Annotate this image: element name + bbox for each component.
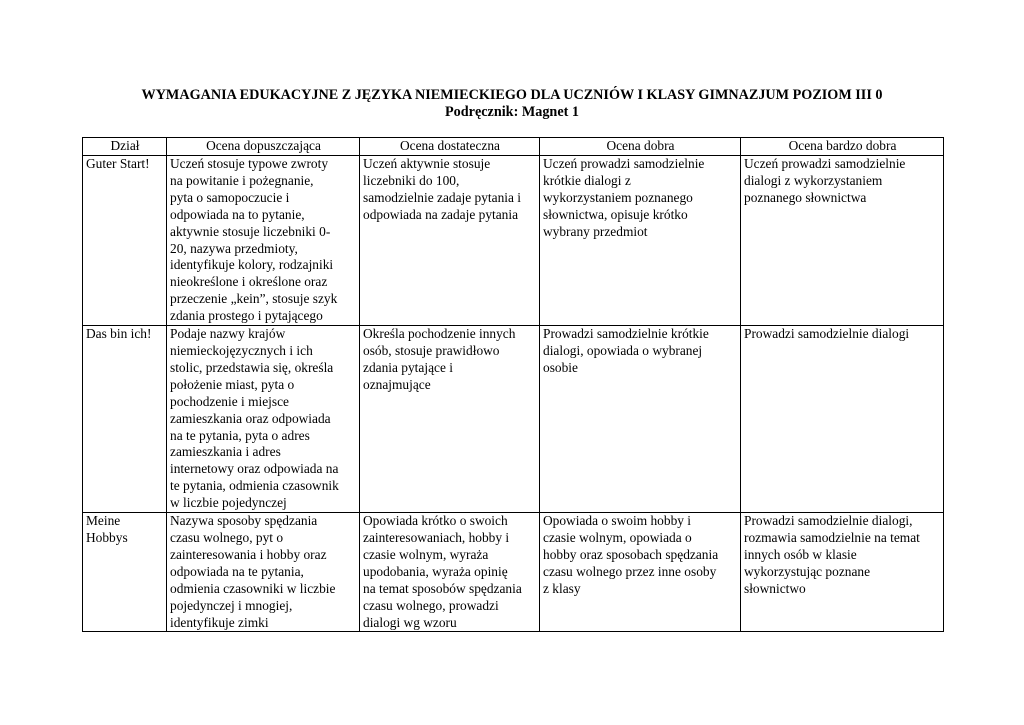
cell-text: Uczeń prowadzi samodzielnie dialogi z wykorzystaniem poznanego słownictwa <box>744 156 906 205</box>
cell-dostateczna <box>360 326 540 513</box>
table-header-row <box>83 138 944 156</box>
cell-text: Uczeń aktywnie stosuje liczebniki do 100, samodzielnie zadaje pytania i odpowiada na zadaje pytania <box>363 156 522 222</box>
cell-text: Prowadzi samodzielnie krótkie dialogi, opowiada o wybranej osobie <box>543 326 709 375</box>
cell-section <box>83 513 167 632</box>
section-das-bin-ich: Das bin ich! <box>86 326 152 342</box>
cell-text: Podaje nazwy krajów niemieckojęzycznych i ich stolic, przedstawia się, określa położenie miast, pyta o pochodzenie i miejsce zamieszkania oraz odpowiada na te pytania, pyta o adres zamieszkania i adres internetowy oraz odpowiada na te pytania, odmienia czasownik w liczbie pojedynczej <box>170 326 339 511</box>
cell-bardzo-dobra <box>741 156 944 326</box>
header-ocena-bardzo-dobra: Ocena bardzo dobra <box>741 138 944 156</box>
cell-text: Prowadzi samodzielnie dialogi, rozmawia samodzielnie na temat innych osób w klasie wykorzystując poznane słownictwo <box>744 513 920 596</box>
header-dzial: Dział <box>83 138 167 156</box>
cell-text: Opowiada krótko o swoich zainteresowaniach, hobby i czasie wolnym, wyraża upodobania, wyraża opinię na temat sposobów spędzania czasu wolnego, prowadzi dialogi wg wzoru <box>363 513 522 630</box>
table-row <box>83 156 944 326</box>
header-ocena-dostateczna: Ocena dostateczna <box>360 138 540 156</box>
requirements-table <box>82 137 944 632</box>
cell-dopuszczajaca <box>167 513 360 632</box>
table-row <box>83 513 944 632</box>
title-line-2: Podręcznik: Magnet 1 <box>445 104 579 120</box>
cell-dopuszczajaca <box>167 156 360 326</box>
cell-section <box>83 156 167 326</box>
header-ocena-dopuszczajaca: Ocena dopuszczająca <box>167 138 360 156</box>
cell-dobra <box>540 156 741 326</box>
section-guter-start: Guter Start! <box>86 156 150 171</box>
cell-text: Nazywa sposoby spędzania czasu wolnego, pyt o zainteresowania i hobby oraz odpowiada na te pytania, odmienia czasowniki w liczbie pojedynczej i mnogiej, identyfikuje zimki <box>170 513 336 630</box>
cell-text: Opowiada o swoim hobby i czasie wolnym, opowiada o hobby oraz sposobach spędzania czasu wolnego przez inne osoby z klasy <box>543 513 719 596</box>
header-ocena-dobra: Ocena dobra <box>540 138 741 156</box>
cell-bardzo-dobra <box>741 513 944 632</box>
cell-text: Uczeń stosuje typowe zwroty na powitanie i pożegnanie, pyta o samopoczucie i odpowiada na to pytanie, aktywnie stosuje liczebniki 0- 20, nazywa przedmioty, identyfikuje kolory, rodzajniki nieokreślone i określone oraz przeczenie „kein”, stosuje szyk zdania prostego i pytającego <box>170 156 338 324</box>
title-line-1: WYMAGANIA EDUKACYJNE Z JĘZYKA NIEMIECKIEGO DLA UCZNIÓW I KLASY GIMNAZJUM POZIOM III 0 <box>141 87 883 103</box>
cell-text: Określa pochodzenie innych osób, stosuje prawidłowo zdania pytające i oznajmujące <box>363 326 516 392</box>
cell-text: Uczeń prowadzi samodzielnie krótkie dialogi z wykorzystaniem poznanego słownictwa, opisuje krótko wybrany przedmiot <box>543 156 705 239</box>
table-row <box>83 326 944 513</box>
cell-dostateczna <box>360 156 540 326</box>
cell-dopuszczajaca <box>167 326 360 513</box>
section-meine-hobbys: Meine Hobbys <box>86 513 128 545</box>
cell-text: Prowadzi samodzielnie dialogi <box>744 326 910 342</box>
cell-bardzo-dobra <box>741 326 944 513</box>
cell-dobra <box>540 513 741 632</box>
cell-dostateczna <box>360 513 540 632</box>
document-title <box>0 87 1024 121</box>
cell-dobra <box>540 326 741 513</box>
cell-section <box>83 326 167 513</box>
